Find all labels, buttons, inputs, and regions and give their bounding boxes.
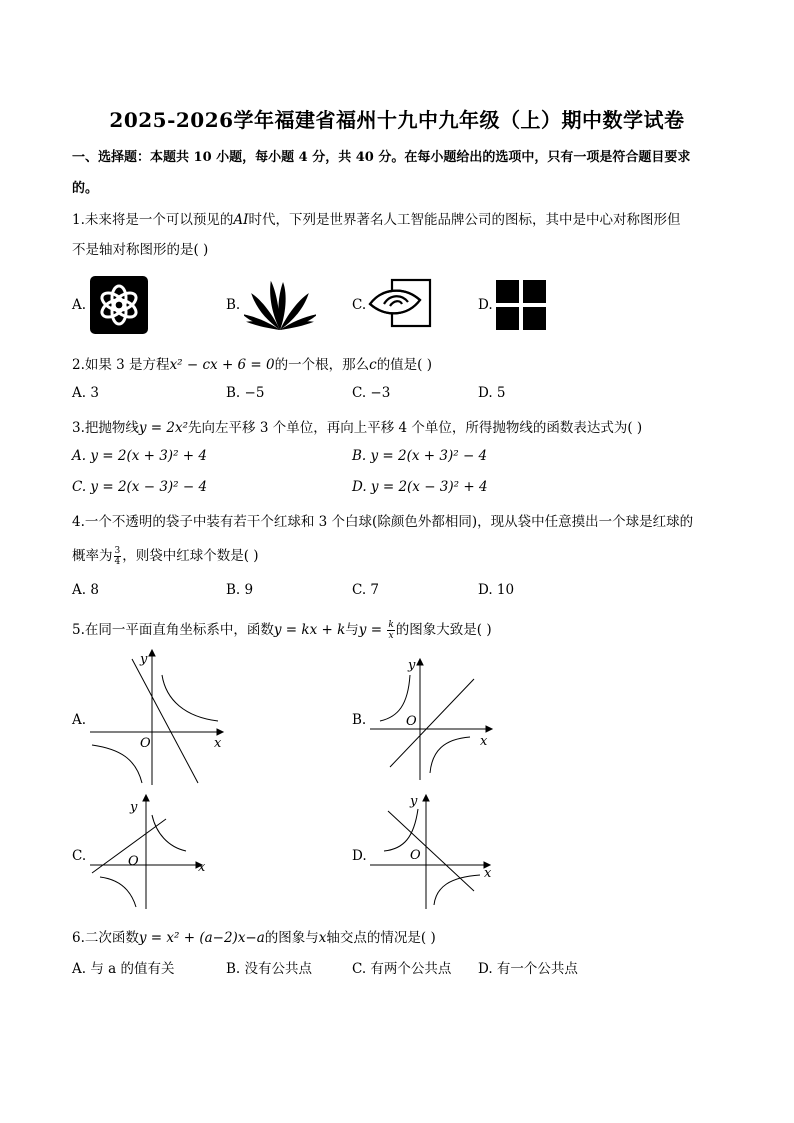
- q6-option-c: C. 有两个公共点: [352, 961, 452, 977]
- eye-square-logo-icon: [368, 278, 434, 334]
- q6-option-d: D. 有一个公共点: [478, 961, 578, 977]
- q1-option-c-label: C.: [352, 297, 367, 313]
- q2-equation: x² − cx + 6 = 0: [169, 357, 275, 373]
- graph-d-x-axis-label: x: [484, 866, 492, 881]
- q1-ai: AI: [233, 212, 249, 228]
- q6-option-a: A. 与 a 的值有关: [72, 961, 175, 977]
- q1-option-b-label: B.: [226, 297, 241, 313]
- graph-b-y-axis-label: y: [408, 658, 416, 673]
- q1-text-b: 时代，下列是世界著名人工智能品牌公司的图标，其中是中心对称图形但: [248, 212, 681, 228]
- q6-var: x: [318, 930, 327, 946]
- q5-frac-den: x: [388, 631, 394, 641]
- q2-suffix-b: 的值是( ): [376, 357, 433, 373]
- four-squares-logo-icon: [496, 280, 546, 334]
- q6-suffix2: 轴交点的情况是( ): [326, 930, 436, 946]
- q3-stem: [72, 416, 642, 436]
- q2-option-b: B. −5: [226, 385, 265, 401]
- q5-option-d-label: D.: [352, 848, 367, 864]
- q3-prefix: 3.把抛物线: [72, 420, 139, 436]
- q6-stem: [72, 926, 436, 946]
- q6-suffix: 的图象与: [264, 930, 319, 946]
- q4-stem-line1: 4.一个不透明的袋子中装有若干个红球和 3 个白球(除颜色外都相同)，现从袋中任意摸出一个球是红球的: [72, 514, 694, 530]
- graph-c: [90, 793, 215, 917]
- huawei-logo-icon: [244, 276, 316, 336]
- q2-option-c: C. −3: [352, 385, 391, 401]
- graph-c-origin: O: [128, 854, 139, 869]
- graph-c-y-axis-label: y: [130, 800, 138, 815]
- q4-frac-den: 4: [114, 557, 121, 567]
- q3-option-b: B. y = 2(x + 3)² − 4: [352, 448, 488, 464]
- q5-option-b-label: B.: [352, 712, 367, 728]
- graph-b: [370, 655, 500, 789]
- q1-option-d-label: D.: [478, 297, 493, 313]
- openai-logo-icon: [90, 276, 148, 338]
- graph-a: [90, 645, 230, 794]
- q5-fraction: [387, 620, 394, 641]
- q4-fraction: [114, 546, 122, 567]
- q1-option-a-label: A.: [72, 297, 87, 313]
- section-heading: 一、选择题：本题共 10 小题，每小题 4 分，共 40 分。在每小题给出的选项中，只有一项是符合题目要求: [72, 150, 691, 165]
- q4-option-a: A. 8: [72, 582, 99, 598]
- graph-d: [370, 793, 500, 917]
- q1-stem-line2: 不是轴对称图形的是( ): [72, 242, 209, 258]
- q5-mid: 与: [345, 622, 359, 638]
- graph-a-origin: O: [140, 736, 151, 751]
- graph-b-origin: O: [406, 714, 417, 729]
- q5-eq2-left: y =: [358, 622, 387, 638]
- graph-a-y-axis-label: y: [140, 652, 148, 667]
- q6-option-b: B. 没有公共点: [226, 961, 313, 977]
- q5-option-a-label: A.: [72, 712, 87, 728]
- q3-suffix: 先向左平移 3 个单位，再向上平移 4 个单位，所得抛物线的函数表达式为( ): [188, 420, 643, 436]
- page-title: 2025-2026学年福建省福州十九中九年级（上）期中数学试卷: [109, 108, 685, 132]
- graph-d-y-axis-label: y: [410, 794, 418, 809]
- q6-prefix: 6.二次函数: [72, 930, 139, 946]
- q2-var: c: [369, 357, 377, 373]
- q5-frac-num: k: [388, 620, 394, 630]
- q2-stem: [72, 353, 432, 373]
- section-heading-cont: 的。: [72, 181, 99, 196]
- q3-option-a: A. y = 2(x + 3)² + 4: [72, 448, 207, 464]
- q4-option-d: D. 10: [478, 582, 515, 598]
- graph-b-x-axis-label: x: [480, 734, 488, 749]
- q3-option-d: D. y = 2(x − 3)² + 4: [352, 479, 488, 495]
- q2-option-d: D. 5: [478, 385, 506, 401]
- graph-c-x-axis-label: x: [198, 860, 206, 875]
- q5-stem: [72, 618, 492, 641]
- q5-prefix: 5.在同一平面直角坐标系中，函数: [72, 622, 274, 638]
- q4-text-b: ，则袋中红球个数是( ): [122, 548, 259, 564]
- q4-stem-line2: [72, 544, 259, 567]
- q1-text-a: 1.未来将是一个可以预见的: [72, 212, 234, 228]
- q4-option-c: C. 7: [352, 582, 380, 598]
- q5-suffix: 的图象大致是( ): [395, 622, 492, 638]
- q3-option-c: C. y = 2(x − 3)² − 4: [72, 479, 208, 495]
- q3-equation: y = 2x²: [138, 420, 189, 436]
- q4-text-a: 概率为: [72, 548, 113, 564]
- q2-suffix-a: 的一个根，那么: [274, 357, 370, 373]
- graph-d-origin: O: [410, 848, 421, 863]
- q6-equation: y = x² + (a−2)x−a: [138, 930, 265, 946]
- graph-a-x-axis-label: x: [214, 736, 222, 751]
- q4-frac-num: 3: [114, 546, 121, 556]
- q2-option-a: A. 3: [72, 385, 99, 401]
- q5-option-c-label: C.: [72, 848, 87, 864]
- q5-eq1: y = kx + k: [273, 622, 346, 638]
- q2-prefix: 2.如果 3 是方程: [72, 357, 170, 373]
- q4-option-b: B. 9: [226, 582, 254, 598]
- q1-stem-line1: [72, 208, 680, 228]
